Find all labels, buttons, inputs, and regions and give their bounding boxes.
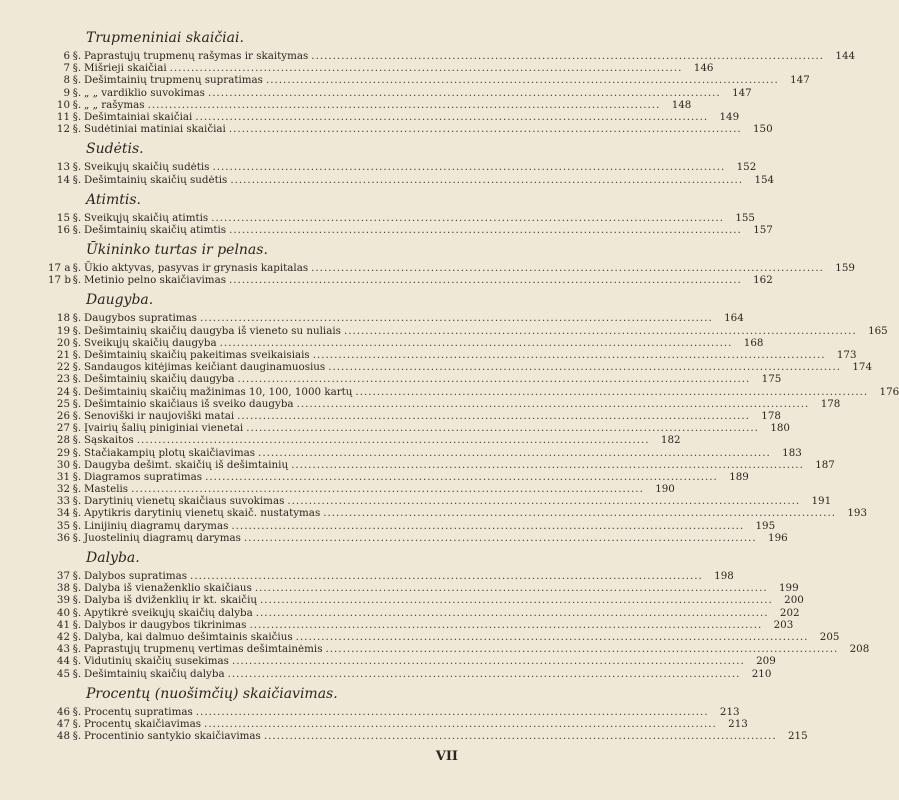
toc-entry (48, 507, 868, 520)
toc-entry (48, 349, 857, 361)
entry-number: 40 (56, 606, 70, 619)
entry-number: 25 (56, 397, 70, 410)
entry-number: 7 (63, 62, 70, 75)
dot-leader: ........................................................................................................................ (229, 223, 742, 236)
entry-page: 208 (849, 643, 870, 656)
entry-title: Vidutinių skaičių susekimas (84, 655, 229, 668)
entry-number: 33 (56, 495, 70, 508)
toc-entry (48, 470, 749, 483)
entry-title: Senoviški ir naujoviški matai (84, 409, 235, 422)
section-symbol: §. (72, 62, 82, 75)
entry-page: 159 (835, 262, 855, 275)
dot-leader: ........................................................................................................................ (212, 161, 726, 174)
entry-page: 154 (754, 173, 775, 186)
entry-number: 28 (56, 434, 70, 447)
section-symbol: §. (72, 531, 82, 544)
entry-number: 16 (56, 223, 70, 236)
entry-title: Dešimtainių skaičių dalyba (84, 667, 225, 680)
section-title: Procentų (nuošimčių) skaičiavimas. (86, 685, 338, 702)
toc-entry (48, 643, 870, 656)
dot-leader: ........................................................................................................................ (296, 397, 810, 410)
toc-entry (48, 123, 773, 136)
toc-entry (48, 211, 755, 224)
dot-leader: ........................................................................................................................ (258, 446, 771, 459)
entry-title: Procentų skaičiavimas (84, 717, 202, 730)
entry-number: 31 (56, 470, 70, 483)
section-symbol: §. (72, 211, 82, 224)
section-symbol: §. (72, 110, 82, 123)
toc-entry (48, 531, 788, 544)
entry-number: 11 (56, 110, 70, 123)
entry-number: 29 (56, 446, 70, 459)
entry-page: 189 (729, 470, 749, 483)
entry-title: Ūkio aktyvas, pasyvas ir grynasis kapitalas (84, 262, 309, 275)
entry-title: Dešimtainių skaičių daugyba (84, 373, 235, 386)
toc-entry (48, 385, 899, 398)
table-of-contents (48, 26, 899, 743)
entry-number: 39 (56, 594, 70, 607)
entry-number: 15 (56, 211, 70, 224)
entry-number: 27 (56, 422, 70, 435)
entry-title: Metinio pelno skaičiavimas (84, 274, 226, 287)
toc-entry (48, 262, 855, 275)
dot-leader: ........................................................................................................................ (355, 385, 869, 398)
entry-page: 200 (784, 594, 804, 607)
section-symbol: §. (72, 570, 82, 582)
section-symbol: §. (72, 582, 82, 595)
toc-entry (48, 98, 692, 111)
dot-leader: ........................................................................................................................ (207, 86, 721, 99)
entry-title: Sudėtiniai matiniai skaičiai (84, 123, 226, 136)
entry-number: 36 (56, 531, 70, 544)
dot-leader: ........................................................................................................................ (260, 594, 773, 607)
toc-entry (48, 74, 810, 87)
entry-number: 17 b (48, 274, 71, 287)
section-symbol: §. (72, 594, 82, 607)
section-title: Trupmeniniai skaičiai. (86, 30, 244, 46)
section-symbol: §. (72, 274, 82, 287)
entry-title: Sveikųjų skaičių daugyba (84, 336, 217, 349)
toc-entry (48, 397, 841, 410)
entry-number: 24 (56, 385, 70, 398)
section-symbol: §. (72, 434, 82, 447)
entry-number: 35 (56, 519, 70, 532)
entry-title: Mišrieji skaičiai (84, 62, 167, 75)
section-symbol: §. (72, 361, 82, 374)
section-symbol: §. (72, 446, 82, 459)
entry-page: 213 (728, 717, 748, 730)
dot-leader: ........................................................................................................................ (231, 519, 745, 532)
entry-number: 10 (56, 98, 70, 111)
entry-page: 196 (768, 531, 788, 544)
section-symbol: §. (72, 705, 82, 718)
entry-number: 9 (63, 86, 70, 99)
entry-number: 8 (63, 74, 70, 87)
section-title: Daugyba. (86, 292, 154, 309)
section-symbol: §. (72, 630, 82, 643)
section-symbol: §. (72, 655, 82, 668)
entry-title: Sveikųjų skaičių atimtis (84, 211, 209, 224)
section-symbol: §. (72, 161, 82, 174)
toc-entry (48, 173, 775, 186)
entry-page: 203 (773, 618, 794, 631)
entry-title: Dešimtainių skaičių sudėtis (84, 173, 228, 186)
section-symbol: §. (72, 643, 82, 656)
section-symbol: §. (72, 606, 82, 619)
entry-page: 213 (719, 705, 740, 718)
dot-leader: ........................................................................................................................ (190, 570, 703, 582)
entry-title: Linijinių diagramų darymas (84, 519, 229, 532)
entry-page: 152 (736, 161, 757, 174)
entry-number: 22 (56, 361, 70, 374)
entry-number: 17 a (48, 262, 71, 275)
toc-entry (48, 312, 744, 325)
entry-title: Apytikris darytinių vienetų skaič. nustatymas (84, 507, 321, 520)
toc-entry (48, 570, 734, 582)
toc-entry (48, 582, 799, 595)
entry-title: „ „ rašymas (84, 98, 145, 111)
entry-number: 45 (56, 667, 70, 680)
dot-leader: ........................................................................................................................ (219, 336, 733, 349)
toc-entry (48, 361, 872, 374)
entry-title: Stačiakampių plotų skaičiavimas (84, 446, 256, 459)
dot-leader: ........................................................................................................................ (287, 495, 801, 508)
entry-title: Darytinių vienetų skaičiaus suvokimas (84, 495, 285, 508)
dot-leader: ........................................................................................................................ (265, 74, 779, 87)
toc-entry (48, 336, 764, 349)
dot-leader: ........................................................................................................................ (195, 110, 709, 123)
entry-title: Diagramos supratimas (84, 470, 203, 483)
entry-page: 195 (755, 519, 776, 532)
dot-leader: ........................................................................................................................ (228, 123, 742, 136)
entry-number: 18 (56, 312, 70, 325)
entry-page: 176 (879, 385, 899, 398)
dot-leader: ........................................................................................................................ (229, 274, 742, 287)
entry-number: 20 (56, 336, 70, 349)
section-symbol: §. (72, 458, 82, 471)
entry-number: 44 (56, 655, 70, 668)
dot-leader: ........................................................................................................................ (246, 422, 759, 435)
toc-entry (48, 458, 835, 471)
entry-page: 147 (790, 74, 810, 87)
toc-entry (48, 324, 888, 337)
entry-page: 202 (779, 606, 800, 619)
section-symbol: §. (72, 618, 82, 631)
dot-leader: ........................................................................................................................ (243, 531, 757, 544)
entry-title: Dalyba iš dviženklių ir kt. skaičių (84, 594, 258, 607)
entry-number: 26 (56, 409, 70, 422)
entry-title: Sandaugos kitėjimas keičiant dauginamuosius (84, 361, 326, 374)
dot-leader: ........................................................................................................................ (323, 507, 837, 520)
entry-page: 198 (714, 570, 734, 582)
toc-entry (48, 618, 794, 631)
toc-entry (48, 705, 740, 718)
dot-leader: ........................................................................................................................ (295, 630, 809, 643)
entry-number: 32 (56, 483, 70, 496)
entry-page: 215 (787, 730, 808, 743)
entry-number: 21 (56, 349, 70, 361)
entry-title: Sveikųjų skaičių sudėtis (84, 161, 210, 174)
entry-number: 46 (56, 705, 70, 718)
toc-entry (48, 483, 675, 496)
entry-title: Paprastųjų trupmenų vertimas dešimtainėmis (84, 643, 323, 656)
dot-leader: ........................................................................................................................ (136, 434, 650, 447)
dot-leader: ........................................................................................................................ (254, 582, 768, 595)
entry-number: 47 (56, 717, 70, 730)
section-title: Ūkininko turtas ir pelnas. (86, 242, 268, 259)
toc-entry (48, 373, 782, 386)
toc-entry (48, 161, 757, 174)
section-symbol: §. (72, 495, 82, 508)
section-symbol: §. (72, 98, 82, 111)
toc-entry (48, 446, 802, 459)
dot-leader: ........................................................................................................................ (195, 705, 709, 718)
entry-title: Dešimtainių skaičių atimtis (84, 223, 227, 236)
section-symbol: §. (72, 483, 82, 496)
section-title: Dalyba. (86, 550, 140, 566)
section-symbol: §. (72, 730, 82, 743)
entry-page: 209 (756, 655, 776, 668)
entry-title: Daugybos supratimas (84, 312, 197, 325)
toc-entry (48, 409, 781, 422)
entry-page: 168 (743, 336, 764, 349)
entry-page: 149 (719, 110, 740, 123)
section-symbol: §. (72, 397, 82, 410)
entry-page: 157 (753, 223, 773, 236)
entry-title: Apytikrė sveikųjų skaičių dalyba (84, 606, 253, 619)
entry-title: Dešimtainio skaičiaus iš sveiko daugyba (84, 397, 294, 410)
section-symbol: §. (72, 50, 82, 62)
entry-number: 48 (56, 730, 70, 743)
entry-page: 144 (835, 50, 856, 62)
entry-title: „ „ vardiklio suvokimas (84, 86, 205, 99)
section-title: Sudėtis. (86, 141, 144, 158)
entry-title: Procentų supratimas (84, 705, 193, 718)
entry-page: 193 (847, 507, 868, 520)
entry-page: 182 (660, 434, 681, 447)
entry-number: 43 (56, 643, 70, 656)
entry-page: 174 (852, 361, 872, 374)
section-symbol: §. (72, 409, 82, 422)
entry-page: 205 (819, 630, 840, 643)
toc-entry (48, 86, 752, 99)
entry-page: 155 (735, 211, 755, 224)
section-symbol: §. (72, 336, 82, 349)
dot-leader: ........................................................................................................................ (211, 211, 724, 224)
entry-number: 12 (56, 123, 70, 136)
entry-title: Procentinio santykio skaičiavimas (84, 730, 261, 743)
dot-leader: ........................................................................................................................ (205, 470, 718, 483)
toc-entry (48, 630, 840, 643)
toc-entry (48, 223, 773, 236)
dot-leader: ........................................................................................................................ (147, 98, 661, 111)
toc-entry (48, 50, 856, 62)
entry-page: 199 (778, 582, 799, 595)
toc-entry (48, 495, 832, 508)
entry-number: 38 (56, 582, 70, 595)
entry-page: 147 (732, 86, 752, 99)
entry-number: 34 (56, 507, 70, 520)
dot-leader: ........................................................................................................................ (249, 618, 763, 631)
toc-entry (48, 422, 790, 435)
section-symbol: §. (72, 86, 82, 99)
entry-title: Dešimtainių skaičių mažinimas 10, 100, 1000 kartų (84, 385, 353, 398)
section-symbol: §. (72, 223, 82, 236)
entry-page: 148 (671, 98, 692, 111)
dot-leader: ........................................................................................................................ (311, 262, 824, 275)
toc-entry (48, 274, 773, 287)
dot-leader: ........................................................................................................................ (312, 349, 826, 361)
dot-leader: ........................................................................................................................ (231, 655, 745, 668)
toc-entry (48, 667, 772, 680)
dot-leader: ........................................................................................................................ (169, 62, 683, 75)
entry-page: 173 (836, 349, 857, 361)
entry-page: 164 (724, 312, 744, 325)
entry-title: Paprastųjų trupmenų rašymas ir skaitymas (84, 50, 309, 62)
entry-page: 183 (782, 446, 802, 459)
dot-leader: ........................................................................................................................ (328, 361, 841, 374)
dot-leader: ........................................................................................................................ (263, 730, 777, 743)
entry-number: 37 (56, 570, 70, 582)
toc-entry (48, 62, 714, 75)
toc-entry (48, 110, 740, 123)
section-symbol: §. (72, 324, 82, 337)
dot-leader: ........................................................................................................................ (237, 373, 751, 386)
dot-leader: ........................................................................................................................ (199, 312, 713, 325)
section-symbol: §. (72, 373, 82, 386)
section-symbol: §. (72, 422, 82, 435)
section-symbol: §. (72, 385, 82, 398)
dot-leader: ........................................................................................................................ (255, 606, 769, 619)
section-symbol: §. (72, 312, 82, 325)
entry-title: Dalybos ir daugybos tikrinimas (84, 618, 247, 631)
toc-entry (48, 606, 800, 619)
section-symbol: §. (72, 519, 82, 532)
entry-title: Mastelis (84, 483, 129, 496)
entry-page: 190 (655, 483, 675, 496)
section-symbol: §. (72, 123, 82, 136)
entry-title: Dalyba, kai dalmuo dešimtainis skaičius (84, 630, 293, 643)
entry-number: 6 (63, 50, 70, 62)
entry-title: Dešimtainių skaičių pakeitimas sveikaisiais (84, 349, 310, 361)
entry-title: Dalyba iš vienaženklio skaičiaus (84, 582, 252, 595)
entry-page: 165 (868, 324, 888, 337)
section-title: Atimtis. (86, 191, 141, 208)
toc-entry (48, 655, 776, 668)
section-symbol: §. (72, 74, 82, 87)
entry-title: Daugyba dešimt. skaičių iš dešimtainių (84, 458, 289, 471)
entry-page: 191 (811, 495, 832, 508)
entry-title: Dešimtainių skaičių daugyba iš vieneto su nuliais (84, 324, 341, 337)
entry-title: Dešimtainiai skaičiai (84, 110, 193, 123)
entry-number: 23 (56, 373, 70, 386)
dot-leader: ........................................................................................................................ (237, 409, 750, 422)
section-symbol: §. (72, 507, 82, 520)
entry-title: Įvairių šalių piniginiai vienetai (84, 422, 244, 435)
section-symbol: §. (72, 262, 82, 275)
entry-title: Sąskaitos (84, 434, 134, 447)
entry-number: 30 (56, 458, 70, 471)
entry-number: 13 (56, 161, 70, 174)
entry-page: 178 (820, 397, 841, 410)
entry-number: 14 (56, 173, 70, 186)
toc-entry (48, 594, 804, 607)
dot-leader: ........................................................................................................................ (230, 173, 744, 186)
section-symbol: §. (72, 717, 82, 730)
entry-page: 187 (815, 458, 835, 471)
entry-number: 19 (56, 324, 70, 337)
entry-page: 146 (693, 62, 714, 75)
dot-leader: ........................................................................................................................ (131, 483, 644, 496)
toc-entry (48, 730, 808, 743)
toc-entry (48, 519, 776, 532)
dot-leader: ........................................................................................................................ (227, 667, 741, 680)
toc-entry (48, 717, 748, 730)
dot-leader: ........................................................................................................................ (291, 458, 804, 471)
entry-page: 210 (751, 667, 772, 680)
entry-number: 41 (56, 618, 70, 631)
entry-page: 180 (770, 422, 790, 435)
dot-leader: ........................................................................................................................ (343, 324, 857, 337)
entry-title: Juostelinių diagramų darymas (84, 531, 241, 544)
dot-leader: ........................................................................................................................ (311, 50, 825, 62)
section-symbol: §. (72, 173, 82, 186)
toc-entry (48, 434, 681, 447)
dot-leader: ........................................................................................................................ (204, 717, 717, 730)
section-symbol: §. (72, 349, 82, 361)
entry-title: Dalybos supratimas (84, 570, 188, 582)
page-number: VII (435, 749, 458, 764)
entry-page: 162 (753, 274, 773, 287)
entry-page: 150 (752, 123, 773, 136)
entry-page: 175 (761, 373, 782, 386)
entry-number: 42 (56, 630, 70, 643)
section-symbol: §. (72, 667, 82, 680)
entry-title: Dešimtainių trupmenų supratimas (84, 74, 263, 87)
section-symbol: §. (72, 470, 82, 483)
entry-page: 178 (761, 409, 781, 422)
dot-leader: ........................................................................................................................ (325, 643, 839, 656)
